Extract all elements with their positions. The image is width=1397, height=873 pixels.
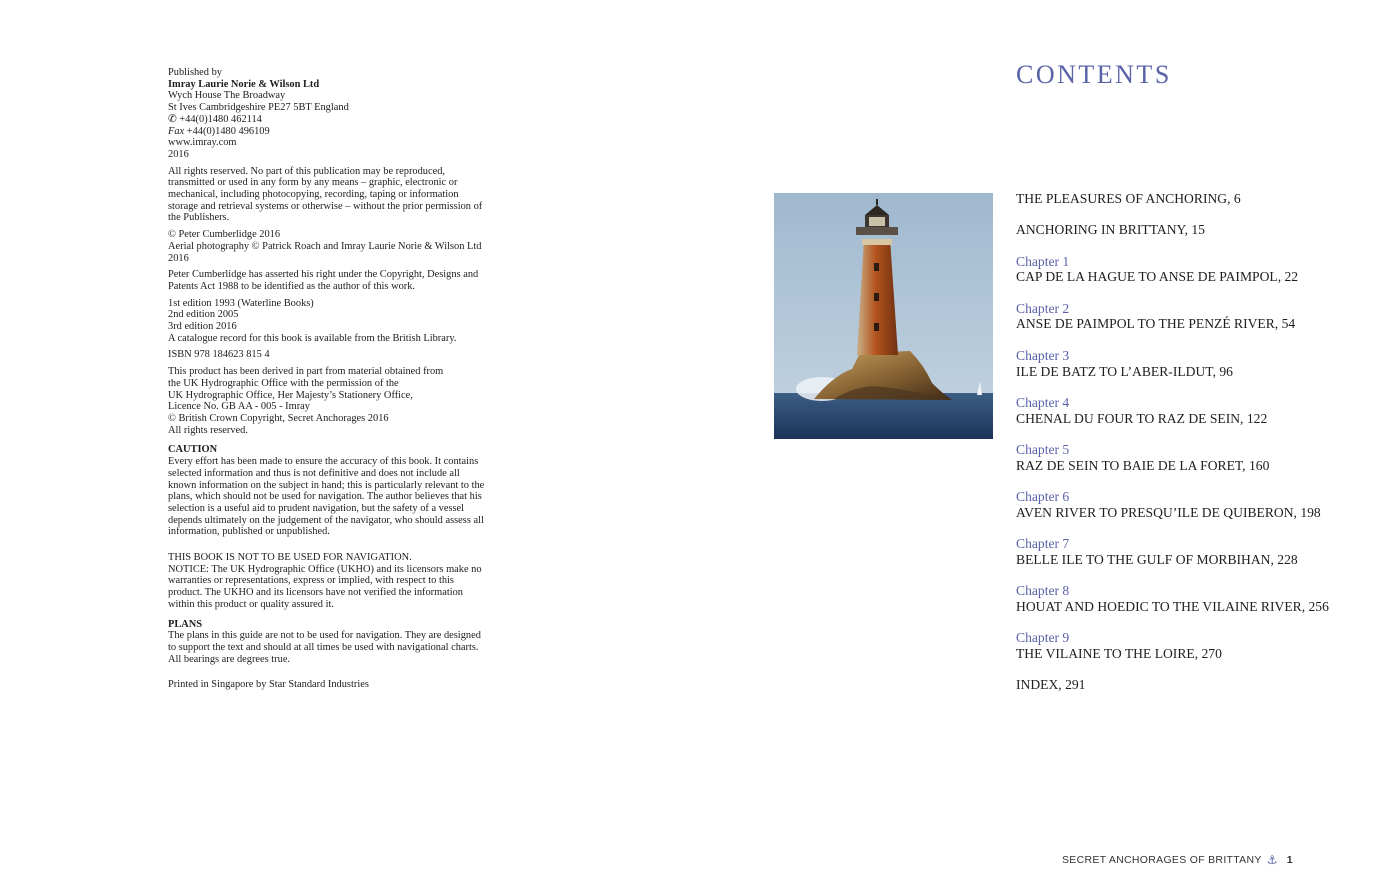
plans-heading: PLANS: [168, 618, 203, 630]
ukho-line-2: the UK Hydrographic Office with the permission of the: [168, 377, 399, 389]
fax-label: Fax: [168, 125, 185, 137]
page-number: 1: [1286, 854, 1293, 866]
ukho-line-5: © British Crown Copyright, Secret Anchorages 2016: [168, 412, 389, 424]
toc-entry[interactable]: [1016, 348, 1376, 380]
toc-chapter-label: Chapter 7: [1016, 536, 1070, 552]
rights-notice: All rights reserved. No part of this publication may be reproduced, transmitted or used in any form by any means – graphic, electronic or mechanical, including photocopying, recording, taping or information storage and retrieval systems or otherwise – without the prior permission of the Publishers.: [168, 165, 483, 224]
editions-block: [168, 298, 490, 345]
navigation-warning-block: [168, 552, 490, 611]
plans-text: The plans in this guide are not to be used for navigation. They are designed to support the text and should at all times be used with navigational charts. All bearings are degrees true.: [168, 630, 481, 665]
toc-entry[interactable]: [1016, 191, 1376, 207]
toc-entry[interactable]: [1016, 254, 1376, 286]
caution-text: Every effort has been made to ensure the accuracy of this book. It contains selected information and thus is not definitive and does not include all known information on the subject in hand; this is particularly relevant to the plans, which should not be used for navigation. The author believes that his selection is a useful aid to prudent navigation, but the safety of a vessel depends ultimately on the judgement of the navigator, who should assess all information, published or unpublished.: [168, 456, 485, 538]
toc-entry-title: INDEX, 291: [1016, 677, 1086, 693]
toc-chapter-label: Chapter 5: [1016, 441, 1070, 457]
address-line-1: Wych House The Broadway: [168, 90, 286, 102]
toc-entry-title: CHENAL DU FOUR TO RAZ DE SEIN, 122: [1016, 410, 1268, 426]
toc-entry-title: ILE DE BATZ TO L’ABER-ILDUT, 96: [1016, 363, 1233, 379]
toc-entry[interactable]: [1016, 442, 1376, 474]
caution-heading: CAUTION: [168, 444, 218, 456]
table-of-contents: [1016, 191, 1376, 709]
ukho-line-1: This product has been derived in part from material obtained from: [168, 366, 444, 378]
toc-entry[interactable]: [1016, 583, 1376, 615]
catalogue-record: A catalogue record for this book is available from the British Library.: [168, 332, 457, 344]
ukho-block: [168, 366, 490, 436]
toc-entry[interactable]: [1016, 630, 1376, 662]
toc-entry[interactable]: [1016, 395, 1376, 427]
toc-entry-title: ANSE DE PAIMPOL TO THE PENZÉ RIVER, 54: [1016, 316, 1296, 332]
phone-number: ✆ +44(0)1480 462114: [168, 113, 262, 125]
toc-chapter-label: Chapter 3: [1016, 347, 1070, 363]
publisher-name: Imray Laurie Norie & Wilson Ltd: [168, 78, 320, 90]
isbn: ISBN 978 184623 815 4: [168, 349, 270, 361]
fax-number: [168, 126, 490, 138]
anchor-icon: ⚓: [1266, 853, 1278, 867]
imprint-column: [168, 67, 490, 691]
contents-title: CONTENTS: [1016, 60, 1172, 89]
publisher-block: [168, 67, 490, 161]
toc-chapter-label: Chapter 1: [1016, 253, 1070, 269]
copyright-photography: Aerial photography © Patrick Roach and Imray Laurie Norie & Wilson Ltd 2016: [168, 240, 482, 264]
fax-value: +44(0)1480 496109: [184, 125, 270, 137]
ukho-line-6: All rights reserved.: [168, 424, 248, 436]
toc-entry-title: AVEN RIVER TO PRESQU’ILE DE QUIBERON, 198: [1016, 504, 1321, 520]
published-by-label: Published by: [168, 67, 222, 78]
publication-year: 2016: [168, 148, 189, 160]
lighthouse-photo: [774, 193, 993, 439]
toc-entry-title: THE PLEASURES OF ANCHORING, 6: [1016, 191, 1241, 206]
book-title: SECRET ANCHORAGES OF BRITTANY: [1062, 854, 1262, 866]
toc-entry-title: BELLE ILE TO THE GULF OF MORBIHAN, 228: [1016, 551, 1298, 567]
copyright-block: [168, 229, 490, 264]
moral-rights: Peter Cumberlidge has asserted his right under the Copyright, Designs and Patents Act 1988 to be identified as the author of this work.: [168, 269, 479, 292]
toc-entry-title: HOUAT AND HOEDIC TO THE VILAINE RIVER, 256: [1016, 599, 1329, 615]
printer-credit: Printed in Singapore by Star Standard Industries: [168, 679, 369, 691]
toc-entry[interactable]: [1016, 536, 1376, 568]
toc-entry[interactable]: [1016, 301, 1376, 333]
toc-entry-title: CAP DE LA HAGUE TO ANSE DE PAIMPOL, 22: [1016, 269, 1299, 285]
running-footer: [1062, 853, 1293, 867]
address-line-2: St Ives Cambridgeshire PE27 5BT England: [168, 102, 349, 114]
ukho-notice: NOTICE: The UK Hydrographic Office (UKHO) and its licensors make no warranties or representations, express or implied, with respect to this product. The UKHO and its licensors have not verified the information within this product or quality assured it.: [168, 563, 482, 610]
toc-entry[interactable]: [1016, 222, 1376, 238]
edition-2: 2nd edition 2005: [168, 309, 239, 321]
toc-entry-title: ANCHORING IN BRITTANY, 15: [1016, 222, 1205, 238]
ukho-line-4: Licence No. GB AA - 005 - Imray: [168, 401, 310, 413]
toc-chapter-label: Chapter 4: [1016, 394, 1070, 410]
copyright-author: © Peter Cumberlidge 2016: [168, 229, 281, 241]
toc-entry-title: THE VILAINE TO THE LOIRE, 270: [1016, 646, 1222, 662]
toc-chapter-label: Chapter 6: [1016, 489, 1070, 505]
website-link[interactable]: www.imray.com: [168, 137, 237, 149]
toc-chapter-label: Chapter 9: [1016, 630, 1070, 646]
toc-entry[interactable]: [1016, 489, 1376, 521]
toc-entry-title: RAZ DE SEIN TO BAIE DE LA FORET, 160: [1016, 457, 1270, 473]
ukho-line-3: UK Hydrographic Office, Her Majesty’s Stationery Office,: [168, 389, 413, 401]
toc-chapter-label: Chapter 2: [1016, 300, 1070, 316]
toc-entry[interactable]: [1016, 677, 1376, 693]
edition-3: 3rd edition 2016: [168, 321, 237, 333]
toc-chapter-label: Chapter 8: [1016, 583, 1070, 599]
edition-1: 1st edition 1993 (Waterline Books): [168, 297, 314, 309]
not-for-navigation: THIS BOOK IS NOT TO BE USED FOR NAVIGATION.: [168, 552, 412, 564]
